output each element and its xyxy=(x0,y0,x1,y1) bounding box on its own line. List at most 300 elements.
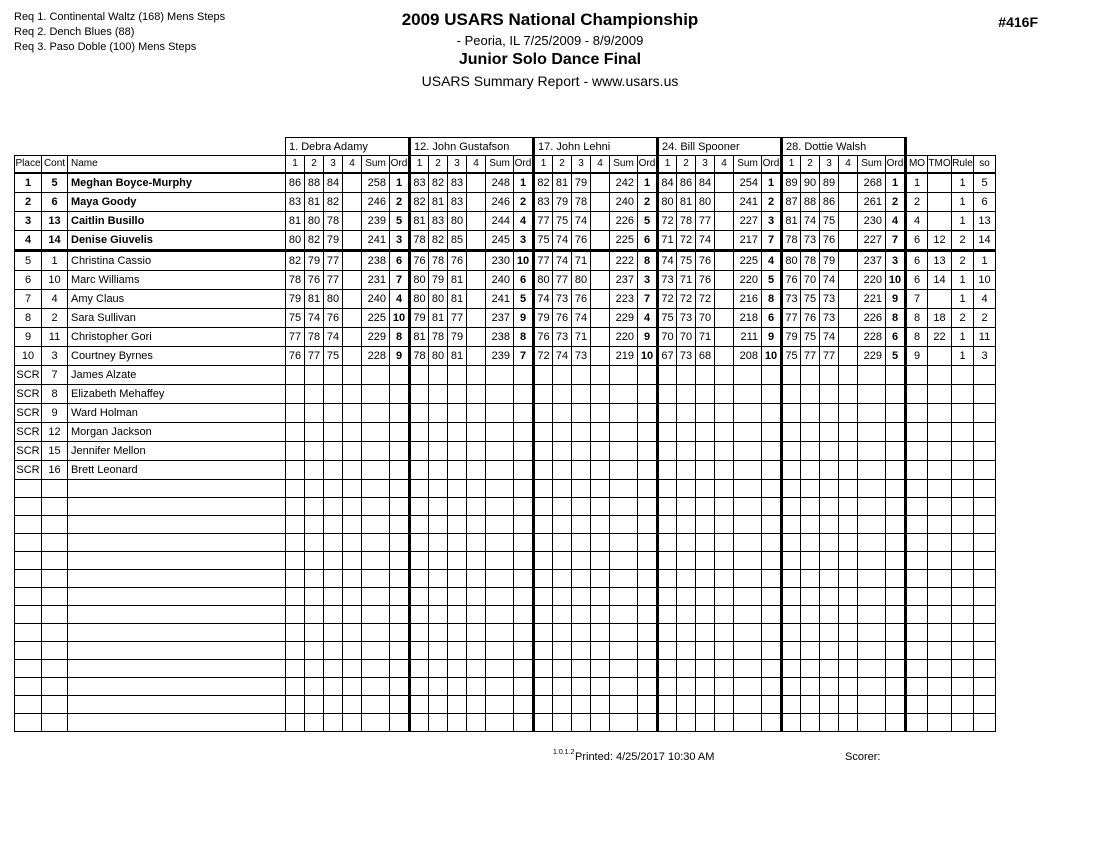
cont-cell xyxy=(42,606,68,624)
col-header-judge: 1 xyxy=(286,156,305,174)
score-cell xyxy=(715,404,734,423)
result-row xyxy=(15,231,996,251)
score-cell xyxy=(343,290,362,309)
tmo-cell xyxy=(928,570,952,588)
cell xyxy=(305,516,324,534)
score-cell: 72 xyxy=(658,212,677,231)
ord-cell xyxy=(638,461,658,480)
name-cell: Amy Claus xyxy=(68,290,286,309)
score-cell xyxy=(467,193,486,212)
mo-cell xyxy=(906,385,928,404)
sum-cell: 238 xyxy=(362,251,390,271)
cell xyxy=(591,534,610,552)
col-header-judge: 4 xyxy=(715,156,734,174)
cell xyxy=(839,678,858,696)
score-cell: 79 xyxy=(305,251,324,271)
col-header-judge: 2 xyxy=(305,156,324,174)
ord-cell: 7 xyxy=(638,290,658,309)
rule-cell xyxy=(952,552,974,570)
cell xyxy=(782,498,801,516)
mo-cell xyxy=(906,570,928,588)
score-cell xyxy=(467,385,486,404)
cell xyxy=(820,516,839,534)
ord-cell xyxy=(886,366,906,385)
cell xyxy=(324,498,343,516)
cell xyxy=(362,516,390,534)
place-cell xyxy=(15,714,42,732)
score-cell xyxy=(534,404,553,423)
score-cell xyxy=(782,461,801,480)
cell xyxy=(839,516,858,534)
place-cell: SCR xyxy=(15,442,42,461)
cell xyxy=(410,678,429,696)
cell xyxy=(534,552,553,570)
empty-row xyxy=(15,480,996,498)
cell xyxy=(677,678,696,696)
cell xyxy=(572,480,591,498)
sum-cell: 222 xyxy=(610,251,638,271)
score-cell: 77 xyxy=(553,271,572,290)
score-cell xyxy=(591,231,610,251)
cell xyxy=(886,678,906,696)
cell xyxy=(638,606,658,624)
score-cell xyxy=(534,366,553,385)
score-cell xyxy=(782,423,801,442)
so-cell xyxy=(974,423,996,442)
cell xyxy=(782,714,801,732)
ord-cell: 4 xyxy=(886,212,906,231)
sum-cell: 237 xyxy=(858,251,886,271)
cont-cell: 6 xyxy=(42,193,68,212)
cont-cell xyxy=(42,660,68,678)
sum-cell xyxy=(610,385,638,404)
cell xyxy=(572,498,591,516)
cell xyxy=(429,480,448,498)
cell xyxy=(486,588,514,606)
cell xyxy=(390,480,410,498)
cell xyxy=(324,516,343,534)
score-cell: 76 xyxy=(801,309,820,328)
score-cell xyxy=(839,231,858,251)
so-cell xyxy=(974,516,996,534)
cell xyxy=(486,570,514,588)
cell xyxy=(572,714,591,732)
ord-cell: 1 xyxy=(762,173,782,193)
cell xyxy=(324,588,343,606)
score-cell xyxy=(715,271,734,290)
rule-cell xyxy=(952,461,974,480)
cell xyxy=(734,660,762,678)
empty-row xyxy=(15,516,996,534)
cell xyxy=(343,480,362,498)
score-cell: 70 xyxy=(801,271,820,290)
cell xyxy=(801,678,820,696)
cell xyxy=(553,534,572,552)
cell xyxy=(858,660,886,678)
score-cell xyxy=(286,385,305,404)
score-cell: 74 xyxy=(572,309,591,328)
score-cell xyxy=(715,461,734,480)
score-cell xyxy=(658,423,677,442)
score-cell xyxy=(658,461,677,480)
score-cell xyxy=(553,423,572,442)
cell xyxy=(677,606,696,624)
name-cell: Jennifer Mellon xyxy=(68,442,286,461)
cell xyxy=(514,534,534,552)
cell xyxy=(762,624,782,642)
sum-cell xyxy=(486,423,514,442)
result-row xyxy=(15,290,996,309)
score-cell: 77 xyxy=(696,212,715,231)
col-header-judge: 4 xyxy=(467,156,486,174)
ord-cell: 1 xyxy=(514,173,534,193)
tmo-cell xyxy=(928,290,952,309)
cell xyxy=(886,516,906,534)
col-header-judge: 3 xyxy=(696,156,715,174)
sum-cell: 211 xyxy=(734,328,762,347)
ord-cell: 8 xyxy=(762,290,782,309)
cell xyxy=(429,714,448,732)
sum-cell xyxy=(362,442,390,461)
cell xyxy=(658,642,677,660)
cont-cell: 1 xyxy=(42,251,68,271)
cell xyxy=(734,678,762,696)
score-cell: 78 xyxy=(572,193,591,212)
cell xyxy=(514,660,534,678)
cell xyxy=(610,516,638,534)
cell xyxy=(677,480,696,498)
ord-cell xyxy=(514,385,534,404)
cell xyxy=(467,588,486,606)
requirement-line: Req 1. Continental Waltz (168) Mens Steps xyxy=(14,11,226,23)
score-cell: 84 xyxy=(324,173,343,193)
cell xyxy=(448,678,467,696)
cell xyxy=(553,570,572,588)
score-cell: 82 xyxy=(324,193,343,212)
ord-cell xyxy=(762,461,782,480)
cell xyxy=(762,714,782,732)
score-cell: 80 xyxy=(572,271,591,290)
cell xyxy=(696,678,715,696)
cell xyxy=(658,516,677,534)
score-cell xyxy=(324,404,343,423)
cell xyxy=(820,624,839,642)
score-cell xyxy=(820,423,839,442)
score-cell xyxy=(591,193,610,212)
cell xyxy=(448,624,467,642)
cell xyxy=(572,606,591,624)
cont-cell xyxy=(42,642,68,660)
cont-cell: 16 xyxy=(42,461,68,480)
score-cell xyxy=(467,404,486,423)
cell xyxy=(820,570,839,588)
cell xyxy=(486,480,514,498)
cell xyxy=(839,498,858,516)
name-cell: Courtney Byrnes xyxy=(68,347,286,366)
score-cell xyxy=(429,461,448,480)
col-header-judge: 1 xyxy=(534,156,553,174)
cell xyxy=(429,588,448,606)
score-cell: 67 xyxy=(658,347,677,366)
cell xyxy=(610,606,638,624)
cell xyxy=(486,714,514,732)
score-cell xyxy=(324,385,343,404)
sum-cell: 246 xyxy=(362,193,390,212)
cell xyxy=(820,714,839,732)
score-cell xyxy=(410,442,429,461)
report-footer xyxy=(0,751,1100,767)
score-cell xyxy=(591,442,610,461)
cell xyxy=(610,480,638,498)
score-cell: 82 xyxy=(429,231,448,251)
score-cell: 81 xyxy=(553,173,572,193)
cell xyxy=(514,570,534,588)
score-cell: 78 xyxy=(782,231,801,251)
cell xyxy=(390,516,410,534)
sum-cell: 208 xyxy=(734,347,762,366)
sum-cell xyxy=(858,461,886,480)
ord-cell: 8 xyxy=(390,328,410,347)
score-cell xyxy=(839,404,858,423)
score-cell xyxy=(839,366,858,385)
name-cell: Denise Giuvelis xyxy=(68,231,286,251)
cell xyxy=(591,642,610,660)
sum-cell: 223 xyxy=(610,290,638,309)
cell xyxy=(286,714,305,732)
cell xyxy=(886,570,906,588)
score-cell xyxy=(410,461,429,480)
score-cell xyxy=(839,423,858,442)
score-cell: 85 xyxy=(448,231,467,251)
tmo-cell xyxy=(928,516,952,534)
cell xyxy=(801,498,820,516)
score-cell xyxy=(839,328,858,347)
result-row xyxy=(15,328,996,347)
sum-cell xyxy=(610,404,638,423)
name-cell xyxy=(68,534,286,552)
place-cell: 4 xyxy=(15,231,42,251)
col-header-judge: 2 xyxy=(429,156,448,174)
score-cell: 82 xyxy=(286,251,305,271)
score-cell: 74 xyxy=(572,212,591,231)
tmo-cell xyxy=(928,193,952,212)
cell xyxy=(514,498,534,516)
rule-cell xyxy=(952,642,974,660)
cell xyxy=(467,480,486,498)
cell xyxy=(782,696,801,714)
tmo-cell xyxy=(928,606,952,624)
cell xyxy=(305,660,324,678)
tmo-cell xyxy=(928,366,952,385)
sum-cell: 217 xyxy=(734,231,762,251)
score-cell xyxy=(324,423,343,442)
col-header-judge: 1 xyxy=(410,156,429,174)
score-cell xyxy=(467,309,486,328)
rule-cell xyxy=(952,534,974,552)
result-row xyxy=(15,193,996,212)
tmo-cell xyxy=(928,642,952,660)
score-cell: 81 xyxy=(305,193,324,212)
score-cell: 75 xyxy=(324,347,343,366)
cell xyxy=(286,534,305,552)
score-cell xyxy=(467,347,486,366)
sum-cell: 219 xyxy=(610,347,638,366)
cell xyxy=(734,516,762,534)
cell xyxy=(390,552,410,570)
cell xyxy=(467,498,486,516)
score-cell xyxy=(591,385,610,404)
cell xyxy=(820,588,839,606)
so-cell: 10 xyxy=(974,271,996,290)
score-cell xyxy=(715,309,734,328)
ord-cell: 6 xyxy=(638,231,658,251)
ord-cell: 5 xyxy=(762,271,782,290)
score-cell xyxy=(343,173,362,193)
so-cell: 14 xyxy=(974,231,996,251)
name-cell xyxy=(68,570,286,588)
cell xyxy=(591,714,610,732)
score-cell: 81 xyxy=(286,212,305,231)
place-cell: 1 xyxy=(15,173,42,193)
score-cell: 71 xyxy=(696,328,715,347)
score-cell: 77 xyxy=(534,212,553,231)
score-cell: 82 xyxy=(429,173,448,193)
mo-cell xyxy=(906,442,928,461)
mo-cell xyxy=(906,660,928,678)
ord-cell: 3 xyxy=(638,271,658,290)
ord-cell xyxy=(514,366,534,385)
ord-cell: 5 xyxy=(886,347,906,366)
score-cell: 68 xyxy=(696,347,715,366)
score-cell xyxy=(782,404,801,423)
cell xyxy=(390,714,410,732)
so-cell xyxy=(974,714,996,732)
score-cell: 80 xyxy=(305,212,324,231)
cell xyxy=(324,552,343,570)
cell xyxy=(677,624,696,642)
cell xyxy=(343,534,362,552)
score-cell xyxy=(286,461,305,480)
sum-cell xyxy=(734,423,762,442)
report-header xyxy=(0,10,1100,89)
score-cell xyxy=(305,423,324,442)
score-cell xyxy=(429,366,448,385)
rule-cell xyxy=(952,660,974,678)
name-cell: Christina Cassio xyxy=(68,251,286,271)
ord-cell: 2 xyxy=(762,193,782,212)
sum-cell: 220 xyxy=(858,271,886,290)
score-cell: 86 xyxy=(677,173,696,193)
cell xyxy=(486,498,514,516)
rule-cell xyxy=(952,480,974,498)
score-cell xyxy=(591,347,610,366)
cell xyxy=(572,516,591,534)
cell xyxy=(638,624,658,642)
mo-cell: 6 xyxy=(906,251,928,271)
cell xyxy=(762,642,782,660)
tmo-cell xyxy=(928,624,952,642)
cell xyxy=(514,480,534,498)
cell xyxy=(410,552,429,570)
cell xyxy=(429,642,448,660)
cell xyxy=(839,696,858,714)
ord-cell: 4 xyxy=(390,290,410,309)
score-cell: 76 xyxy=(572,290,591,309)
sum-cell xyxy=(734,461,762,480)
cell xyxy=(858,480,886,498)
cont-cell: 5 xyxy=(42,173,68,193)
cell xyxy=(553,480,572,498)
cell xyxy=(839,570,858,588)
cell xyxy=(362,570,390,588)
col-header-judge: 2 xyxy=(677,156,696,174)
cell xyxy=(839,552,858,570)
rule-cell xyxy=(952,516,974,534)
score-cell xyxy=(820,385,839,404)
cell xyxy=(390,642,410,660)
col-header-judge: Ord xyxy=(514,156,534,174)
score-cell: 74 xyxy=(324,328,343,347)
cell xyxy=(858,534,886,552)
ord-cell xyxy=(638,404,658,423)
score-cell: 82 xyxy=(534,173,553,193)
ord-cell: 8 xyxy=(886,309,906,328)
score-cell: 70 xyxy=(658,328,677,347)
cell xyxy=(429,552,448,570)
cell xyxy=(514,516,534,534)
score-cell xyxy=(820,366,839,385)
tmo-cell xyxy=(928,696,952,714)
place-cell: SCR xyxy=(15,423,42,442)
cell xyxy=(390,588,410,606)
cell xyxy=(820,498,839,516)
place-cell xyxy=(15,534,42,552)
name-cell: Ward Holman xyxy=(68,404,286,423)
ord-cell: 9 xyxy=(886,290,906,309)
cell xyxy=(638,696,658,714)
so-cell xyxy=(974,461,996,480)
score-cell xyxy=(696,385,715,404)
cont-cell: 7 xyxy=(42,366,68,385)
score-cell: 71 xyxy=(677,271,696,290)
so-cell xyxy=(974,498,996,516)
cell xyxy=(801,552,820,570)
place-cell xyxy=(15,588,42,606)
tmo-cell xyxy=(928,173,952,193)
score-cell: 79 xyxy=(448,328,467,347)
sum-cell xyxy=(858,442,886,461)
cell xyxy=(448,660,467,678)
score-cell xyxy=(448,423,467,442)
score-cell: 73 xyxy=(658,271,677,290)
sum-cell: 231 xyxy=(362,271,390,290)
sum-cell xyxy=(362,404,390,423)
cell xyxy=(591,498,610,516)
cell xyxy=(486,696,514,714)
cell xyxy=(677,714,696,732)
score-cell xyxy=(677,366,696,385)
score-cell xyxy=(715,212,734,231)
cell xyxy=(324,642,343,660)
col-header-cont: Cont xyxy=(42,156,68,174)
score-cell xyxy=(715,423,734,442)
score-cell: 77 xyxy=(324,251,343,271)
score-cell: 76 xyxy=(782,271,801,290)
cell xyxy=(715,678,734,696)
ord-cell xyxy=(762,442,782,461)
tmo-cell xyxy=(928,660,952,678)
cell xyxy=(410,516,429,534)
